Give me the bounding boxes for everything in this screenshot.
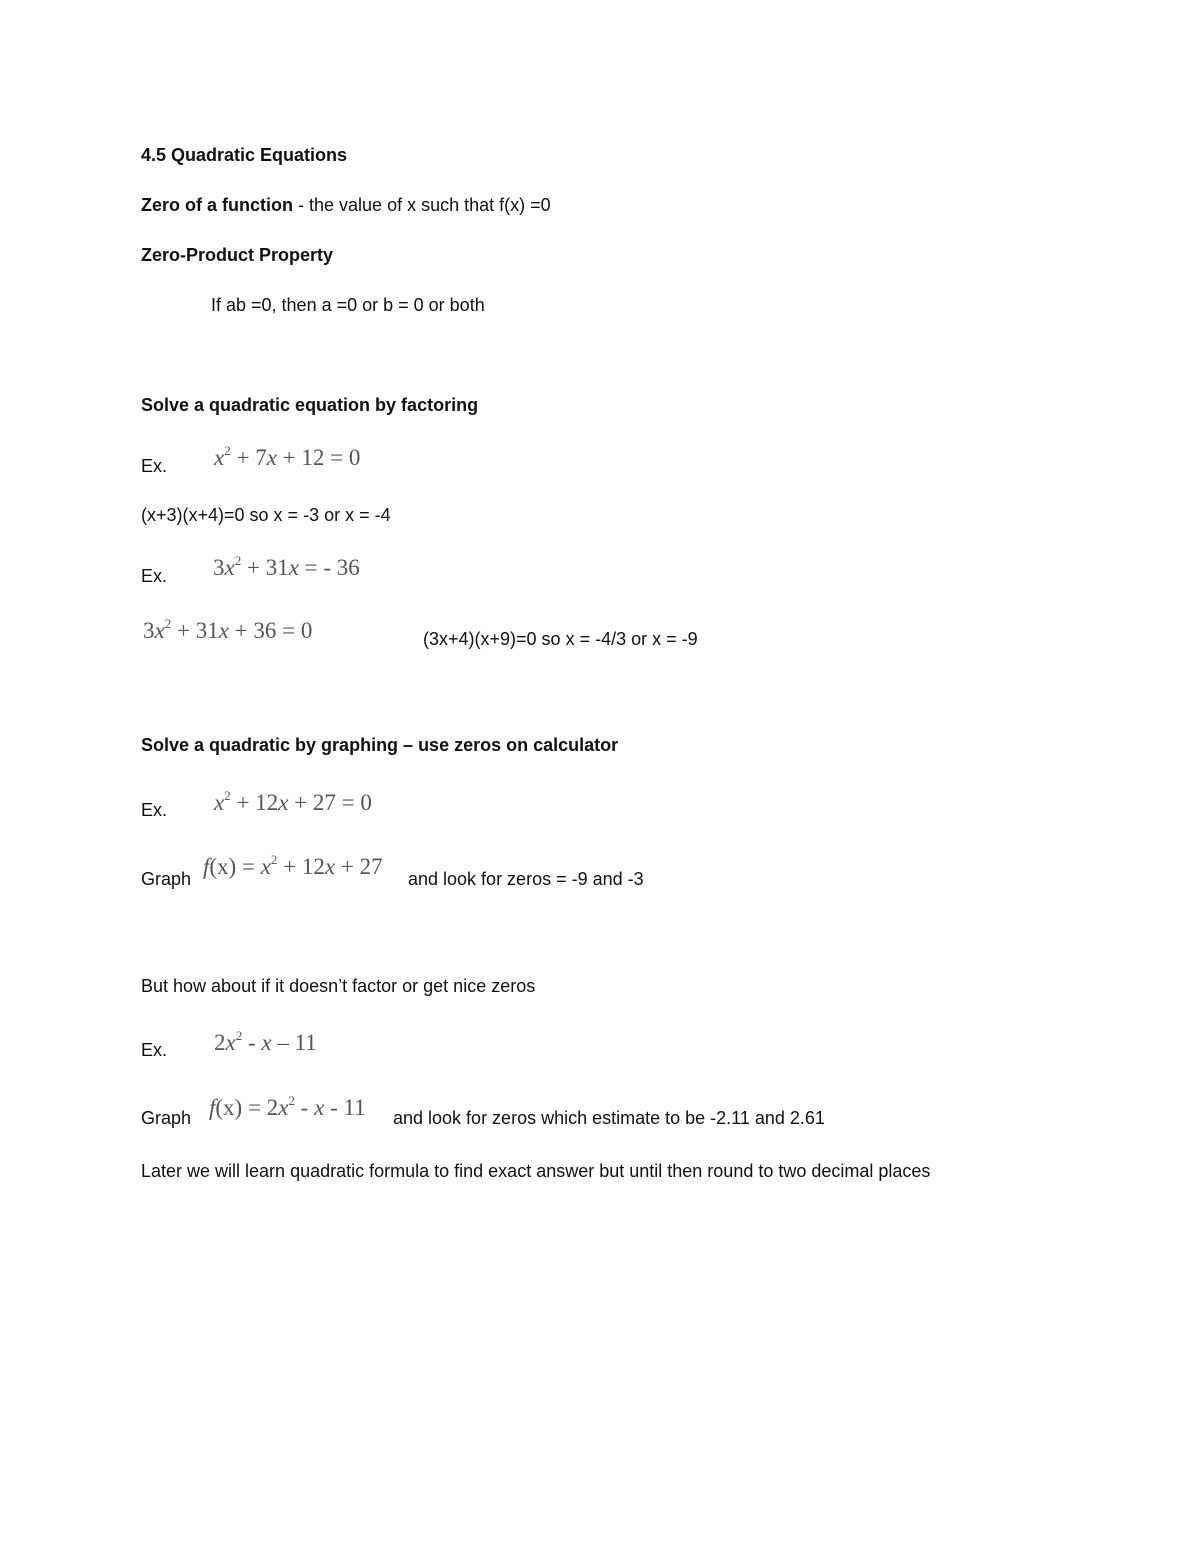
graphing-ex-equation: $x^2 + 12x + 27 = 0$ xyxy=(214,788,372,815)
graphing-heading: Solve a quadratic by graphing – use zeros on calculator xyxy=(141,735,619,755)
non-nice-ex-label: Ex. xyxy=(141,1040,168,1060)
graphing-note: and look for zeros = -9 and -3 xyxy=(408,869,644,889)
closing-note: Later we will learn quadratic formula to find exact answer but until then round to two decimal places xyxy=(141,1161,931,1181)
ex1-label: Ex. xyxy=(141,456,168,476)
ex1-solution: (x+3)(x+4)=0 so x = -3 or x = -4 xyxy=(141,505,391,525)
page-title: 4.5 Quadratic Equations xyxy=(141,145,348,165)
graphing-graph-label: Graph xyxy=(141,869,192,889)
ex2-equation: $3x^2 + 31x$ = - 36 xyxy=(213,553,360,580)
zero-definition-text: - the value of x such that f(x) =0 xyxy=(298,195,551,215)
factoring-heading: Solve a quadratic equation by factoring xyxy=(141,395,479,415)
non-nice-graph-label: Graph xyxy=(141,1108,192,1128)
ex2-rewritten-equation: $3x^2 + 31x + 36 = 0$ xyxy=(143,616,313,643)
zero-product-heading: Zero-Product Property xyxy=(141,245,334,265)
zero-term: Zero of a function xyxy=(141,195,293,215)
non-nice-graph-note: and look for zeros which estimate to be -2.11 and 2.61 xyxy=(393,1108,825,1128)
non-nice-ex-equation: $2x^2$ - x – 11 xyxy=(214,1028,317,1055)
non-nice-question: But how about if it doesn’t factor or get nice zeros xyxy=(141,976,536,996)
graphing-function: $f(x) = x^2 + 12x + 27$ xyxy=(203,852,383,879)
zero-product-statement: If ab =0, then a =0 or b = 0 or both xyxy=(211,295,485,315)
graphing-ex-label: Ex. xyxy=(141,800,168,820)
ex1-equation: $x^2 + 7x + 12 = 0$ xyxy=(214,443,361,470)
ex2-solution: (3x+4)(x+9)=0 so x = -4/3 or x = -9 xyxy=(423,629,698,649)
zero-definition xyxy=(141,194,551,216)
non-nice-function: $f(x) = 2x^2 - x - 11$ xyxy=(209,1093,366,1120)
ex2-label: Ex. xyxy=(141,566,168,586)
